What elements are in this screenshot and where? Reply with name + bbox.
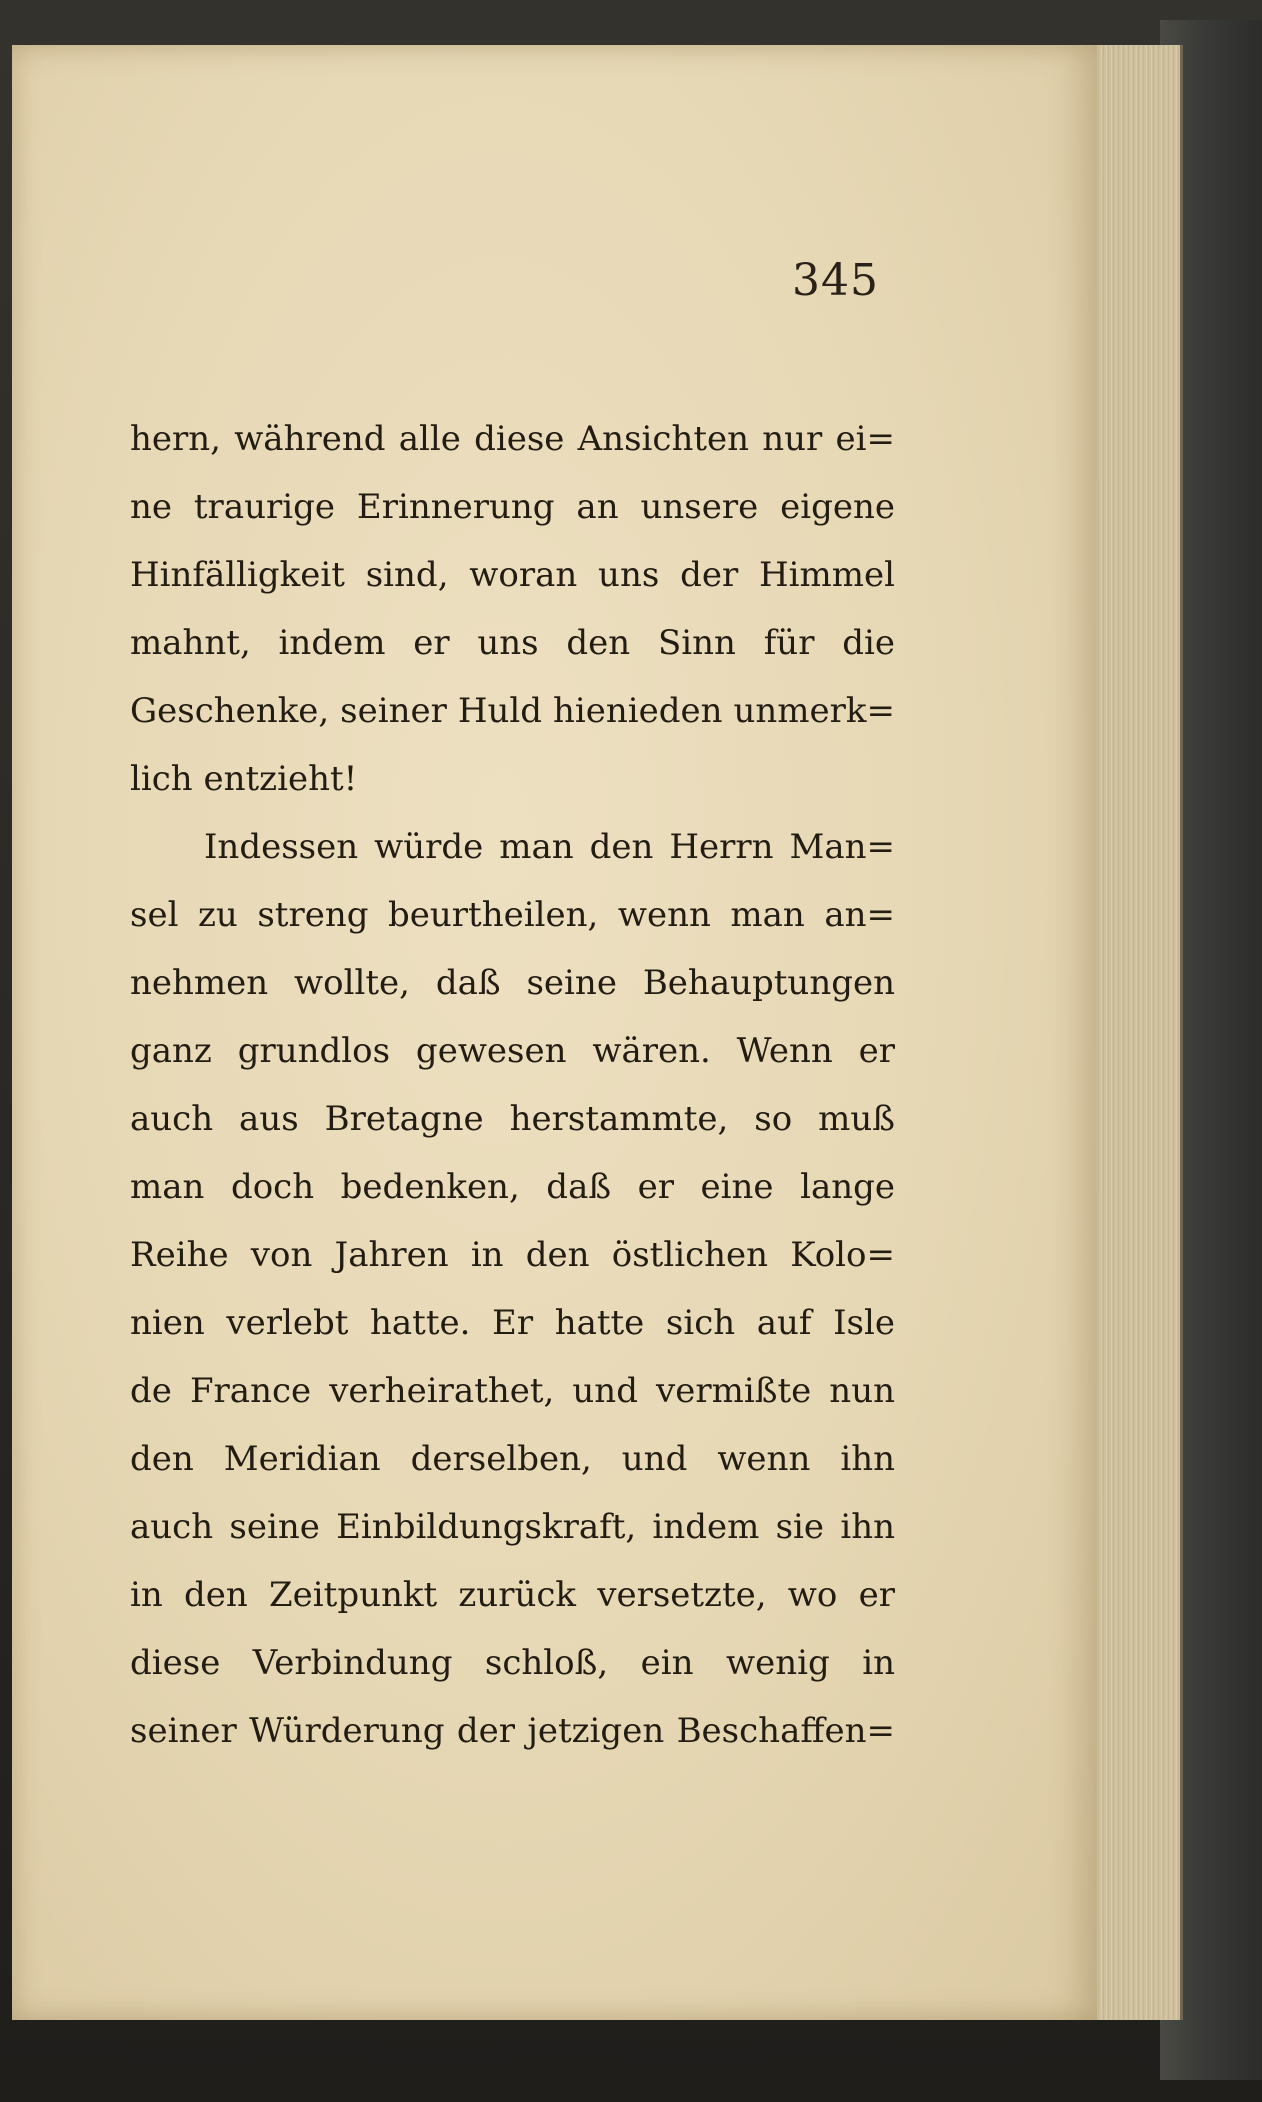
page-number: 345 [792,255,879,306]
text-line: auch seine Einbildungskraft, indem sie ihn [130,1507,895,1547]
text-line: de France verheirathet, und vermißte nun [130,1371,895,1411]
text-line: man doch bedenken, daß er eine lange [130,1167,895,1207]
text-line: Geschenke, seiner Huld hienieden unmerk= [130,691,895,731]
text-line: in den Zeitpunkt zurück versetzte, wo er [130,1575,895,1615]
text-line: den Meridian derselben, und wenn ihn [130,1439,895,1479]
book-page [12,45,1097,2020]
text-line: mahnt, indem er uns den Sinn für die [130,623,895,663]
text-line: sel zu streng beurtheilen, wenn man an= [130,895,895,935]
text-line: seiner Würderung der jetzigen Beschaffen= [130,1711,895,1751]
page-edges [1085,45,1183,2020]
text-line: nehmen wollte, daß seine Behauptungen [130,963,895,1003]
text-line: Reihe von Jahren in den östlichen Kolo= [130,1235,895,1275]
text-line: hern, während alle diese Ansichten nur ei= [130,419,895,459]
text-line: ne traurige Erinnerung an unsere eigene [130,487,895,527]
text-line: lich entzieht! [130,759,358,799]
text-line: ganz grundlos gewesen wären. Wenn er [130,1031,895,1071]
page-body-text [130,405,895,1765]
text-line-paragraph-start: Indessen würde man den Herrn Man= [204,827,895,867]
text-line: diese Verbindung schloß, ein wenig in [130,1643,895,1683]
text-line: auch aus Bretagne herstammte, so muß [130,1099,895,1139]
text-line: nien verlebt hatte. Er hatte sich auf Isle [130,1303,895,1343]
text-line: Hinfälligkeit sind, woran uns der Himmel [130,555,895,595]
